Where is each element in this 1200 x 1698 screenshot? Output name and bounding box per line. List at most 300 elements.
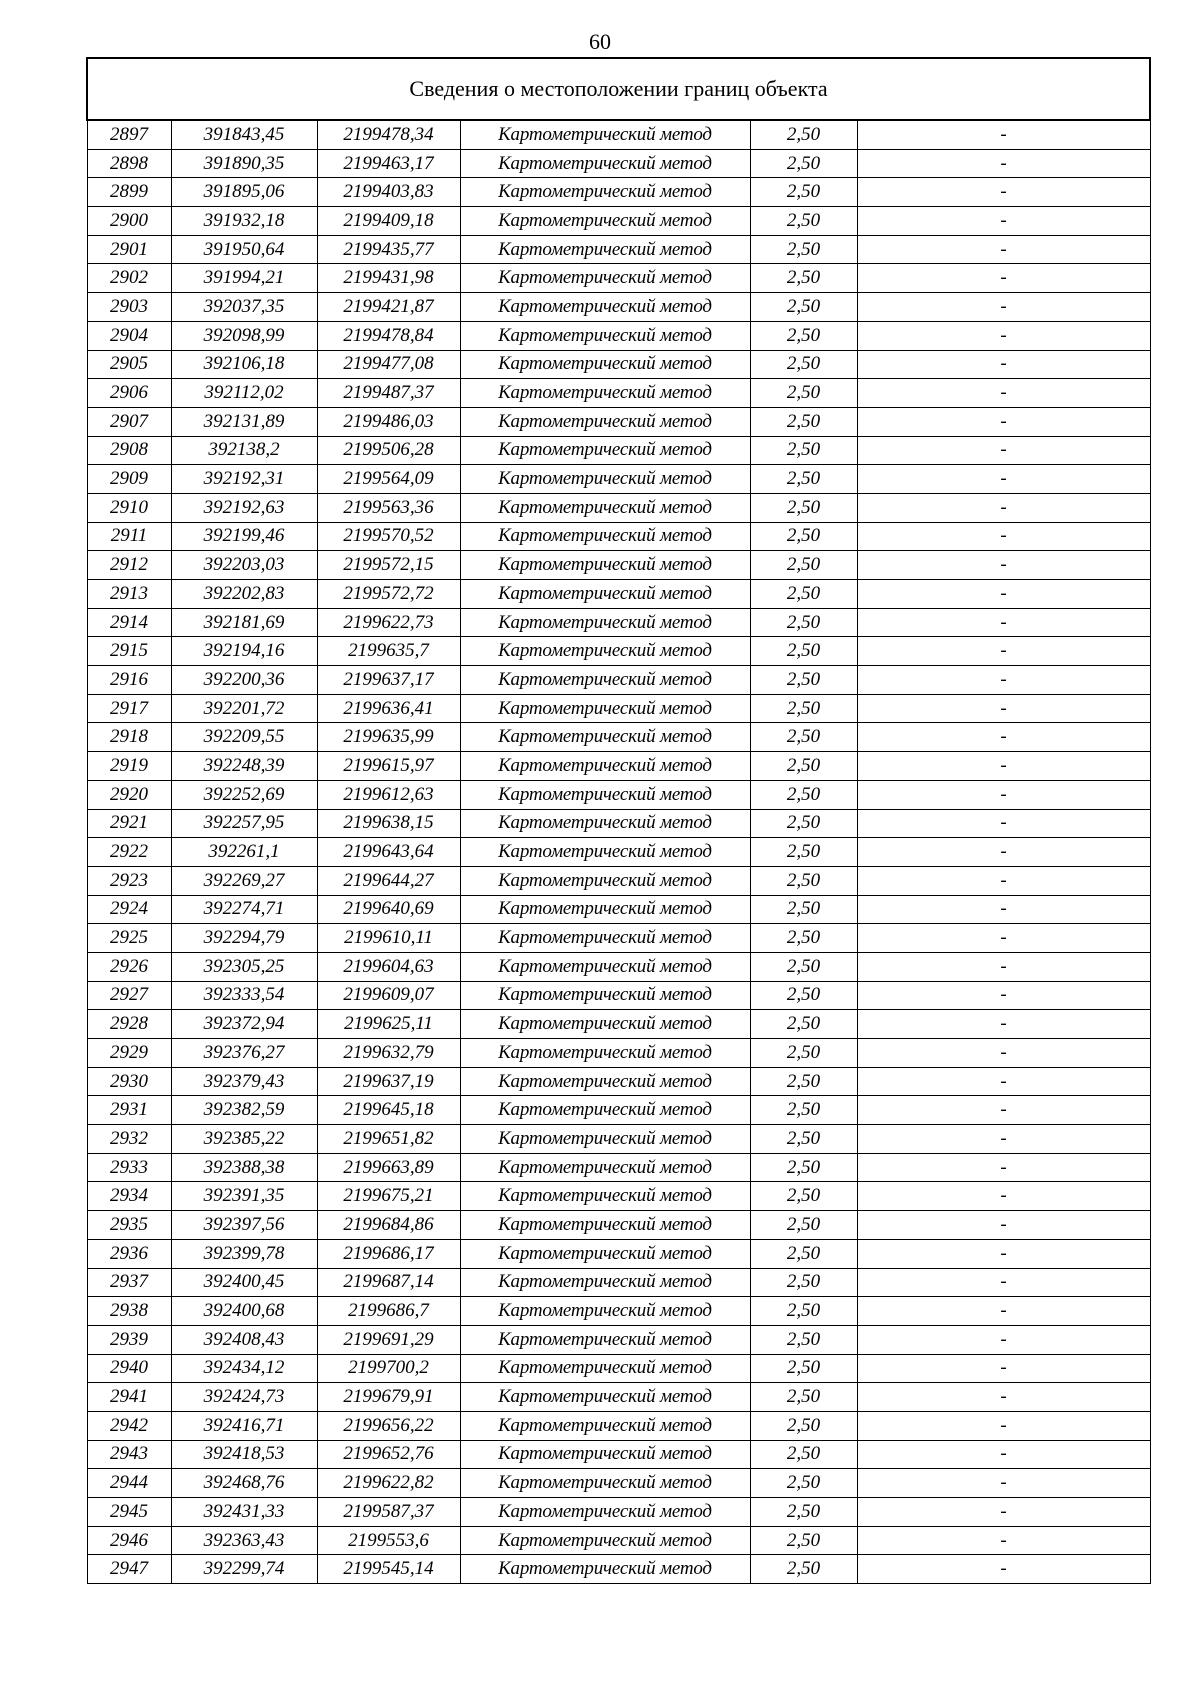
description-cell: - bbox=[857, 1411, 1150, 1440]
accuracy-cell: 2,50 bbox=[750, 1411, 857, 1440]
x-coordinate-cell: 392372,94 bbox=[171, 1010, 317, 1039]
description-cell: - bbox=[857, 1039, 1150, 1068]
point-number-cell: 2916 bbox=[87, 666, 171, 695]
table-body bbox=[87, 58, 1150, 1584]
accuracy-cell: 2,50 bbox=[750, 838, 857, 867]
description-cell: - bbox=[857, 1268, 1150, 1297]
y-coordinate-cell: 2199570,52 bbox=[317, 522, 460, 551]
point-number-cell: 2937 bbox=[87, 1268, 171, 1297]
accuracy-cell: 2,50 bbox=[750, 178, 857, 207]
accuracy-cell: 2,50 bbox=[750, 666, 857, 695]
y-coordinate-cell: 2199679,91 bbox=[317, 1383, 460, 1412]
accuracy-cell: 2,50 bbox=[750, 809, 857, 838]
y-coordinate-cell: 2199604,63 bbox=[317, 952, 460, 981]
x-coordinate-cell: 392202,83 bbox=[171, 580, 317, 609]
x-coordinate-cell: 392138,2 bbox=[171, 436, 317, 465]
point-number-cell: 2915 bbox=[87, 637, 171, 666]
table-header-row bbox=[87, 58, 1150, 120]
table-row bbox=[87, 149, 1150, 178]
method-cell: Картометрический метод bbox=[460, 1411, 750, 1440]
accuracy-cell: 2,50 bbox=[750, 1182, 857, 1211]
method-cell: Картометрический метод bbox=[460, 436, 750, 465]
table-row bbox=[87, 321, 1150, 350]
y-coordinate-cell: 2199652,76 bbox=[317, 1440, 460, 1469]
x-coordinate-cell: 392112,02 bbox=[171, 379, 317, 408]
point-number-cell: 2897 bbox=[87, 120, 171, 149]
y-coordinate-cell: 2199622,82 bbox=[317, 1469, 460, 1498]
x-coordinate-cell: 391843,45 bbox=[171, 120, 317, 149]
method-cell: Картометрический метод bbox=[460, 895, 750, 924]
x-coordinate-cell: 392434,12 bbox=[171, 1354, 317, 1383]
point-number-cell: 2927 bbox=[87, 981, 171, 1010]
accuracy-cell: 2,50 bbox=[750, 1555, 857, 1584]
table-row bbox=[87, 293, 1150, 322]
x-coordinate-cell: 392274,71 bbox=[171, 895, 317, 924]
method-cell: Картометрический метод bbox=[460, 551, 750, 580]
table-row bbox=[87, 1268, 1150, 1297]
description-cell: - bbox=[857, 493, 1150, 522]
point-number-cell: 2921 bbox=[87, 809, 171, 838]
method-cell: Картометрический метод bbox=[460, 1096, 750, 1125]
description-cell: - bbox=[857, 723, 1150, 752]
table-row bbox=[87, 1153, 1150, 1182]
point-number-cell: 2902 bbox=[87, 264, 171, 293]
table-row bbox=[87, 580, 1150, 609]
x-coordinate-cell: 392382,59 bbox=[171, 1096, 317, 1125]
table-row bbox=[87, 1239, 1150, 1268]
x-coordinate-cell: 392209,55 bbox=[171, 723, 317, 752]
table-row bbox=[87, 1096, 1150, 1125]
x-coordinate-cell: 392037,35 bbox=[171, 293, 317, 322]
method-cell: Картометрический метод bbox=[460, 952, 750, 981]
x-coordinate-cell: 392201,72 bbox=[171, 694, 317, 723]
method-cell: Картометрический метод bbox=[460, 1211, 750, 1240]
table-row bbox=[87, 895, 1150, 924]
method-cell: Картометрический метод bbox=[460, 780, 750, 809]
accuracy-cell: 2,50 bbox=[750, 694, 857, 723]
description-cell: - bbox=[857, 637, 1150, 666]
method-cell: Картометрический метод bbox=[460, 1383, 750, 1412]
accuracy-cell: 2,50 bbox=[750, 1268, 857, 1297]
description-cell: - bbox=[857, 293, 1150, 322]
method-cell: Картометрический метод bbox=[460, 293, 750, 322]
x-coordinate-cell: 392408,43 bbox=[171, 1325, 317, 1354]
point-number-cell: 2932 bbox=[87, 1125, 171, 1154]
description-cell: - bbox=[857, 1153, 1150, 1182]
y-coordinate-cell: 2199632,79 bbox=[317, 1039, 460, 1068]
x-coordinate-cell: 392200,36 bbox=[171, 666, 317, 695]
method-cell: Картометрический метод bbox=[460, 379, 750, 408]
accuracy-cell: 2,50 bbox=[750, 1498, 857, 1527]
x-coordinate-cell: 392257,95 bbox=[171, 809, 317, 838]
point-number-cell: 2900 bbox=[87, 207, 171, 236]
description-cell: - bbox=[857, 436, 1150, 465]
accuracy-cell: 2,50 bbox=[750, 493, 857, 522]
y-coordinate-cell: 2199686,17 bbox=[317, 1239, 460, 1268]
accuracy-cell: 2,50 bbox=[750, 321, 857, 350]
point-number-cell: 2898 bbox=[87, 149, 171, 178]
table-row bbox=[87, 1039, 1150, 1068]
x-coordinate-cell: 392305,25 bbox=[171, 952, 317, 981]
y-coordinate-cell: 2199643,64 bbox=[317, 838, 460, 867]
description-cell: - bbox=[857, 1125, 1150, 1154]
y-coordinate-cell: 2199651,82 bbox=[317, 1125, 460, 1154]
x-coordinate-cell: 392131,89 bbox=[171, 407, 317, 436]
table-row bbox=[87, 752, 1150, 781]
description-cell: - bbox=[857, 752, 1150, 781]
accuracy-cell: 2,50 bbox=[750, 379, 857, 408]
point-number-cell: 2920 bbox=[87, 780, 171, 809]
point-number-cell: 2931 bbox=[87, 1096, 171, 1125]
description-cell: - bbox=[857, 1354, 1150, 1383]
table-row bbox=[87, 1297, 1150, 1326]
x-coordinate-cell: 392299,74 bbox=[171, 1555, 317, 1584]
method-cell: Картометрический метод bbox=[460, 924, 750, 953]
description-cell: - bbox=[857, 608, 1150, 637]
accuracy-cell: 2,50 bbox=[750, 637, 857, 666]
y-coordinate-cell: 2199640,69 bbox=[317, 895, 460, 924]
accuracy-cell: 2,50 bbox=[750, 207, 857, 236]
boundary-coordinates-table bbox=[86, 57, 1151, 1584]
accuracy-cell: 2,50 bbox=[750, 723, 857, 752]
point-number-cell: 2924 bbox=[87, 895, 171, 924]
table-row bbox=[87, 407, 1150, 436]
y-coordinate-cell: 2199478,34 bbox=[317, 120, 460, 149]
y-coordinate-cell: 2199637,17 bbox=[317, 666, 460, 695]
x-coordinate-cell: 392468,76 bbox=[171, 1469, 317, 1498]
y-coordinate-cell: 2199663,89 bbox=[317, 1153, 460, 1182]
x-coordinate-cell: 392363,43 bbox=[171, 1526, 317, 1555]
point-number-cell: 2941 bbox=[87, 1383, 171, 1412]
point-number-cell: 2936 bbox=[87, 1239, 171, 1268]
point-number-cell: 2943 bbox=[87, 1440, 171, 1469]
description-cell: - bbox=[857, 350, 1150, 379]
method-cell: Картометрический метод bbox=[460, 723, 750, 752]
table-row bbox=[87, 1010, 1150, 1039]
table-row bbox=[87, 1383, 1150, 1412]
y-coordinate-cell: 2199675,21 bbox=[317, 1182, 460, 1211]
y-coordinate-cell: 2199691,29 bbox=[317, 1325, 460, 1354]
point-number-cell: 2919 bbox=[87, 752, 171, 781]
table-row bbox=[87, 1182, 1150, 1211]
y-coordinate-cell: 2199421,87 bbox=[317, 293, 460, 322]
x-coordinate-cell: 392248,39 bbox=[171, 752, 317, 781]
table-row bbox=[87, 178, 1150, 207]
table-row bbox=[87, 1526, 1150, 1555]
point-number-cell: 2940 bbox=[87, 1354, 171, 1383]
description-cell: - bbox=[857, 895, 1150, 924]
method-cell: Картометрический метод bbox=[460, 866, 750, 895]
y-coordinate-cell: 2199409,18 bbox=[317, 207, 460, 236]
x-coordinate-cell: 391950,64 bbox=[171, 235, 317, 264]
page-number: 60 bbox=[589, 29, 611, 54]
description-cell: - bbox=[857, 1297, 1150, 1326]
y-coordinate-cell: 2199563,36 bbox=[317, 493, 460, 522]
point-number-cell: 2906 bbox=[87, 379, 171, 408]
x-coordinate-cell: 392397,56 bbox=[171, 1211, 317, 1240]
point-number-cell: 2930 bbox=[87, 1067, 171, 1096]
point-number-cell: 2912 bbox=[87, 551, 171, 580]
accuracy-cell: 2,50 bbox=[750, 895, 857, 924]
table-row bbox=[87, 1211, 1150, 1240]
description-cell: - bbox=[857, 1211, 1150, 1240]
description-cell: - bbox=[857, 1555, 1150, 1584]
point-number-cell: 2944 bbox=[87, 1469, 171, 1498]
y-coordinate-cell: 2199610,11 bbox=[317, 924, 460, 953]
x-coordinate-cell: 391890,35 bbox=[171, 149, 317, 178]
point-number-cell: 2914 bbox=[87, 608, 171, 637]
table-row bbox=[87, 1411, 1150, 1440]
description-cell: - bbox=[857, 120, 1150, 149]
method-cell: Картометрический метод bbox=[460, 207, 750, 236]
accuracy-cell: 2,50 bbox=[750, 1039, 857, 1068]
description-cell: - bbox=[857, 1182, 1150, 1211]
y-coordinate-cell: 2199612,63 bbox=[317, 780, 460, 809]
x-coordinate-cell: 392333,54 bbox=[171, 981, 317, 1010]
y-coordinate-cell: 2199463,17 bbox=[317, 149, 460, 178]
y-coordinate-cell: 2199572,15 bbox=[317, 551, 460, 580]
method-cell: Картометрический метод bbox=[460, 1555, 750, 1584]
method-cell: Картометрический метод bbox=[460, 321, 750, 350]
table-row bbox=[87, 493, 1150, 522]
accuracy-cell: 2,50 bbox=[750, 1440, 857, 1469]
method-cell: Картометрический метод bbox=[460, 1125, 750, 1154]
point-number-cell: 2899 bbox=[87, 178, 171, 207]
x-coordinate-cell: 392181,69 bbox=[171, 608, 317, 637]
point-number-cell: 2939 bbox=[87, 1325, 171, 1354]
point-number-cell: 2938 bbox=[87, 1297, 171, 1326]
y-coordinate-cell: 2199644,27 bbox=[317, 866, 460, 895]
description-cell: - bbox=[857, 866, 1150, 895]
description-cell: - bbox=[857, 1067, 1150, 1096]
method-cell: Картометрический метод bbox=[460, 1067, 750, 1096]
point-number-cell: 2909 bbox=[87, 465, 171, 494]
description-cell: - bbox=[857, 952, 1150, 981]
description-cell: - bbox=[857, 551, 1150, 580]
y-coordinate-cell: 2199431,98 bbox=[317, 264, 460, 293]
point-number-cell: 2917 bbox=[87, 694, 171, 723]
table-row bbox=[87, 608, 1150, 637]
table-header: Сведения о местоположении границ объекта bbox=[87, 58, 1150, 120]
accuracy-cell: 2,50 bbox=[750, 608, 857, 637]
accuracy-cell: 2,50 bbox=[750, 1526, 857, 1555]
method-cell: Картометрический метод bbox=[460, 264, 750, 293]
accuracy-cell: 2,50 bbox=[750, 522, 857, 551]
point-number-cell: 2904 bbox=[87, 321, 171, 350]
y-coordinate-cell: 2199638,15 bbox=[317, 809, 460, 838]
description-cell: - bbox=[857, 1526, 1150, 1555]
point-number-cell: 2907 bbox=[87, 407, 171, 436]
accuracy-cell: 2,50 bbox=[750, 407, 857, 436]
y-coordinate-cell: 2199609,07 bbox=[317, 981, 460, 1010]
y-coordinate-cell: 2199635,99 bbox=[317, 723, 460, 752]
method-cell: Картометрический метод bbox=[460, 1153, 750, 1182]
accuracy-cell: 2,50 bbox=[750, 149, 857, 178]
y-coordinate-cell: 2199686,7 bbox=[317, 1297, 460, 1326]
table-row bbox=[87, 465, 1150, 494]
x-coordinate-cell: 391895,06 bbox=[171, 178, 317, 207]
method-cell: Картометрический метод bbox=[460, 1440, 750, 1469]
accuracy-cell: 2,50 bbox=[750, 952, 857, 981]
description-cell: - bbox=[857, 666, 1150, 695]
method-cell: Картометрический метод bbox=[460, 1239, 750, 1268]
y-coordinate-cell: 2199636,41 bbox=[317, 694, 460, 723]
table-row bbox=[87, 1440, 1150, 1469]
x-coordinate-cell: 392376,27 bbox=[171, 1039, 317, 1068]
method-cell: Картометрический метод bbox=[460, 608, 750, 637]
table-row bbox=[87, 1354, 1150, 1383]
x-coordinate-cell: 392391,35 bbox=[171, 1182, 317, 1211]
description-cell: - bbox=[857, 207, 1150, 236]
accuracy-cell: 2,50 bbox=[750, 1096, 857, 1125]
point-number-cell: 2903 bbox=[87, 293, 171, 322]
method-cell: Картометрический метод bbox=[460, 465, 750, 494]
description-cell: - bbox=[857, 407, 1150, 436]
method-cell: Картометрический метод bbox=[460, 1325, 750, 1354]
accuracy-cell: 2,50 bbox=[750, 1297, 857, 1326]
y-coordinate-cell: 2199477,08 bbox=[317, 350, 460, 379]
table-row bbox=[87, 981, 1150, 1010]
method-cell: Картометрический метод bbox=[460, 666, 750, 695]
x-coordinate-cell: 392385,22 bbox=[171, 1125, 317, 1154]
point-number-cell: 2942 bbox=[87, 1411, 171, 1440]
y-coordinate-cell: 2199637,19 bbox=[317, 1067, 460, 1096]
table-row bbox=[87, 551, 1150, 580]
point-number-cell: 2901 bbox=[87, 235, 171, 264]
table-row bbox=[87, 1067, 1150, 1096]
method-cell: Картометрический метод bbox=[460, 1526, 750, 1555]
point-number-cell: 2922 bbox=[87, 838, 171, 867]
y-coordinate-cell: 2199553,6 bbox=[317, 1526, 460, 1555]
point-number-cell: 2935 bbox=[87, 1211, 171, 1240]
method-cell: Картометрический метод bbox=[460, 694, 750, 723]
point-number-cell: 2911 bbox=[87, 522, 171, 551]
accuracy-cell: 2,50 bbox=[750, 120, 857, 149]
description-cell: - bbox=[857, 838, 1150, 867]
method-cell: Картометрический метод bbox=[460, 1010, 750, 1039]
accuracy-cell: 2,50 bbox=[750, 1125, 857, 1154]
description-cell: - bbox=[857, 1096, 1150, 1125]
x-coordinate-cell: 392294,79 bbox=[171, 924, 317, 953]
accuracy-cell: 2,50 bbox=[750, 866, 857, 895]
method-cell: Картометрический метод bbox=[460, 493, 750, 522]
accuracy-cell: 2,50 bbox=[750, 1153, 857, 1182]
x-coordinate-cell: 392203,03 bbox=[171, 551, 317, 580]
method-cell: Картометрический метод bbox=[460, 235, 750, 264]
accuracy-cell: 2,50 bbox=[750, 436, 857, 465]
accuracy-cell: 2,50 bbox=[750, 1010, 857, 1039]
description-cell: - bbox=[857, 1325, 1150, 1354]
point-number-cell: 2910 bbox=[87, 493, 171, 522]
x-coordinate-cell: 391994,21 bbox=[171, 264, 317, 293]
accuracy-cell: 2,50 bbox=[750, 1211, 857, 1240]
point-number-cell: 2934 bbox=[87, 1182, 171, 1211]
table-row bbox=[87, 1555, 1150, 1584]
y-coordinate-cell: 2199486,03 bbox=[317, 407, 460, 436]
y-coordinate-cell: 2199615,97 bbox=[317, 752, 460, 781]
x-coordinate-cell: 392400,45 bbox=[171, 1268, 317, 1297]
y-coordinate-cell: 2199635,7 bbox=[317, 637, 460, 666]
x-coordinate-cell: 392418,53 bbox=[171, 1440, 317, 1469]
description-cell: - bbox=[857, 809, 1150, 838]
table-row bbox=[87, 666, 1150, 695]
accuracy-cell: 2,50 bbox=[750, 1383, 857, 1412]
accuracy-cell: 2,50 bbox=[750, 551, 857, 580]
y-coordinate-cell: 2199700,2 bbox=[317, 1354, 460, 1383]
accuracy-cell: 2,50 bbox=[750, 1354, 857, 1383]
table-row bbox=[87, 809, 1150, 838]
method-cell: Картометрический метод bbox=[460, 981, 750, 1010]
point-number-cell: 2946 bbox=[87, 1526, 171, 1555]
point-number-cell: 2913 bbox=[87, 580, 171, 609]
accuracy-cell: 2,50 bbox=[750, 1469, 857, 1498]
point-number-cell: 2926 bbox=[87, 952, 171, 981]
table-row bbox=[87, 1498, 1150, 1527]
description-cell: - bbox=[857, 1440, 1150, 1469]
method-cell: Картометрический метод bbox=[460, 120, 750, 149]
method-cell: Картометрический метод bbox=[460, 1469, 750, 1498]
y-coordinate-cell: 2199656,22 bbox=[317, 1411, 460, 1440]
method-cell: Картометрический метод bbox=[460, 522, 750, 551]
description-cell: - bbox=[857, 321, 1150, 350]
y-coordinate-cell: 2199506,28 bbox=[317, 436, 460, 465]
description-cell: - bbox=[857, 178, 1150, 207]
y-coordinate-cell: 2199564,09 bbox=[317, 465, 460, 494]
table-row bbox=[87, 522, 1150, 551]
accuracy-cell: 2,50 bbox=[750, 752, 857, 781]
point-number-cell: 2918 bbox=[87, 723, 171, 752]
table-row bbox=[87, 264, 1150, 293]
accuracy-cell: 2,50 bbox=[750, 1067, 857, 1096]
description-cell: - bbox=[857, 1498, 1150, 1527]
table-row bbox=[87, 723, 1150, 752]
x-coordinate-cell: 392424,73 bbox=[171, 1383, 317, 1412]
y-coordinate-cell: 2199622,73 bbox=[317, 608, 460, 637]
x-coordinate-cell: 391932,18 bbox=[171, 207, 317, 236]
table-row bbox=[87, 1125, 1150, 1154]
table-row bbox=[87, 637, 1150, 666]
description-cell: - bbox=[857, 465, 1150, 494]
description-cell: - bbox=[857, 1239, 1150, 1268]
accuracy-cell: 2,50 bbox=[750, 924, 857, 953]
description-cell: - bbox=[857, 1383, 1150, 1412]
table-row bbox=[87, 235, 1150, 264]
description-cell: - bbox=[857, 924, 1150, 953]
x-coordinate-cell: 392379,43 bbox=[171, 1067, 317, 1096]
table-row bbox=[87, 924, 1150, 953]
description-cell: - bbox=[857, 1469, 1150, 1498]
point-number-cell: 2945 bbox=[87, 1498, 171, 1527]
table-row bbox=[87, 436, 1150, 465]
description-cell: - bbox=[857, 235, 1150, 264]
accuracy-cell: 2,50 bbox=[750, 264, 857, 293]
description-cell: - bbox=[857, 522, 1150, 551]
description-cell: - bbox=[857, 149, 1150, 178]
y-coordinate-cell: 2199478,84 bbox=[317, 321, 460, 350]
table-row bbox=[87, 838, 1150, 867]
y-coordinate-cell: 2199684,86 bbox=[317, 1211, 460, 1240]
method-cell: Картометрический метод bbox=[460, 1182, 750, 1211]
accuracy-cell: 2,50 bbox=[750, 293, 857, 322]
x-coordinate-cell: 392199,46 bbox=[171, 522, 317, 551]
y-coordinate-cell: 2199625,11 bbox=[317, 1010, 460, 1039]
accuracy-cell: 2,50 bbox=[750, 1239, 857, 1268]
x-coordinate-cell: 392252,69 bbox=[171, 780, 317, 809]
description-cell: - bbox=[857, 981, 1150, 1010]
method-cell: Картометрический метод bbox=[460, 350, 750, 379]
point-number-cell: 2908 bbox=[87, 436, 171, 465]
y-coordinate-cell: 2199435,77 bbox=[317, 235, 460, 264]
